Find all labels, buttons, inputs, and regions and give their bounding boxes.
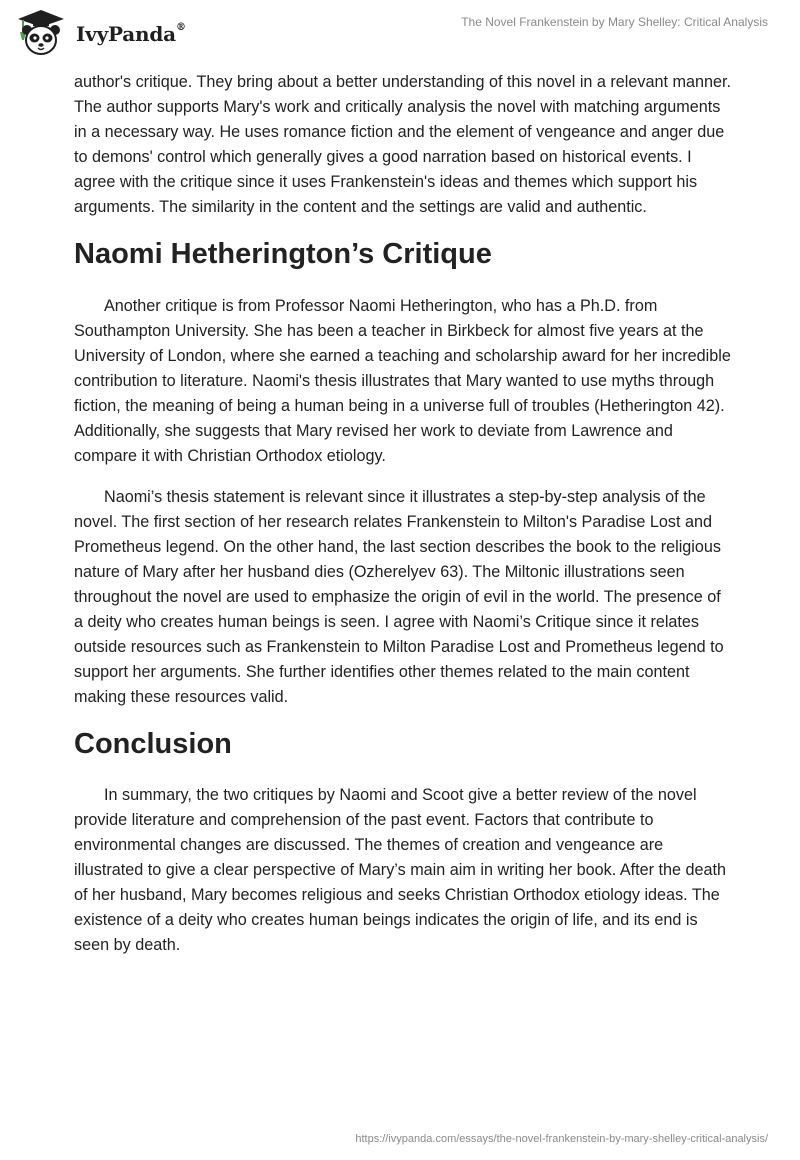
essay-content (74, 70, 734, 974)
source-url-link[interactable]: https://ivypanda.com/essays/the-novel-frankenstein-by-mary-shelley-critical-analysis/ (355, 1133, 768, 1145)
intro-paragraph: author's critique. They bring about a better understanding of this novel in a relevant manner. The author supports Mary's work and critically analysis the novel with matching arguments in a necessary way. He uses romance fiction and the element of vengeance and anger due to demons' control which generally gives a good narration based on historical events. I agree with the critique since it uses Frankenstein's ideas and themes which support his arguments. The similarity in the content and the settings are valid and authentic. (74, 73, 731, 216)
body-paragraph: Another critique is from Professor Naomi Hetherington, who has a Ph.D. from Southampton University. She has been a teacher in Birkbeck for almost five years at the University of London, where she earned a teaching and scholarship award for her incredible contribution to literature. Naomi's thesis illustrates that Mary wanted to use myths through fiction, the meaning of being a human being in a universe full of troubles (Hetherington 42). Additionally, she suggests that Mary revised her work to deviate from Lawrence and compare it with Christian Orthodox etiology. (74, 297, 731, 465)
section-heading-hetherington: Naomi Hetherington’s Critique (74, 238, 492, 270)
brand-name: IvyPanda® (76, 22, 186, 46)
section-heading-conclusion: Conclusion (74, 728, 232, 760)
document-title: The Novel Frankenstein by Mary Shelley: Critical Analysis (461, 15, 768, 29)
page-header (0, 0, 800, 70)
ivypanda-logo-link[interactable] (14, 8, 186, 58)
conclusion-paragraph: In summary, the two critiques by Naomi and Scoot give a better review of the novel provide literature and comprehension of the past event. Factors that contribute to environmental changes are discussed. The themes of creation and vengeance are illustrated to give a clear perspective of Mary’s main aim in writing her book. After the death of her husband, Mary becomes religious and seeks Christian Orthodox etiology ideas. The existence of a deity who creates human beings indicates the origin of life, and its end is seen by death. (74, 786, 727, 954)
panda-graduate-logo-icon (14, 8, 68, 58)
body-paragraph: Naomi’s thesis statement is relevant since it illustrates a step-by-step analysis of the novel. The first section of her research relates Frankenstein to Milton's Paradise Lost and Prometheus legend. On the other hand, the last section describes the book to the religious nature of Mary after her husband dies (Ozherelyev 63). The Miltonic illustrations seen throughout the novel are used to emphasize the origin of evil in the world. The presence of a deity who creates human beings is seen. I agree with Naomi’s Critique since it relates outside resources such as Frankenstein to Milton Paradise Lost and Prometheus legend to support her arguments. She further identifies other themes related to the main content making these resources valid. (74, 488, 724, 706)
